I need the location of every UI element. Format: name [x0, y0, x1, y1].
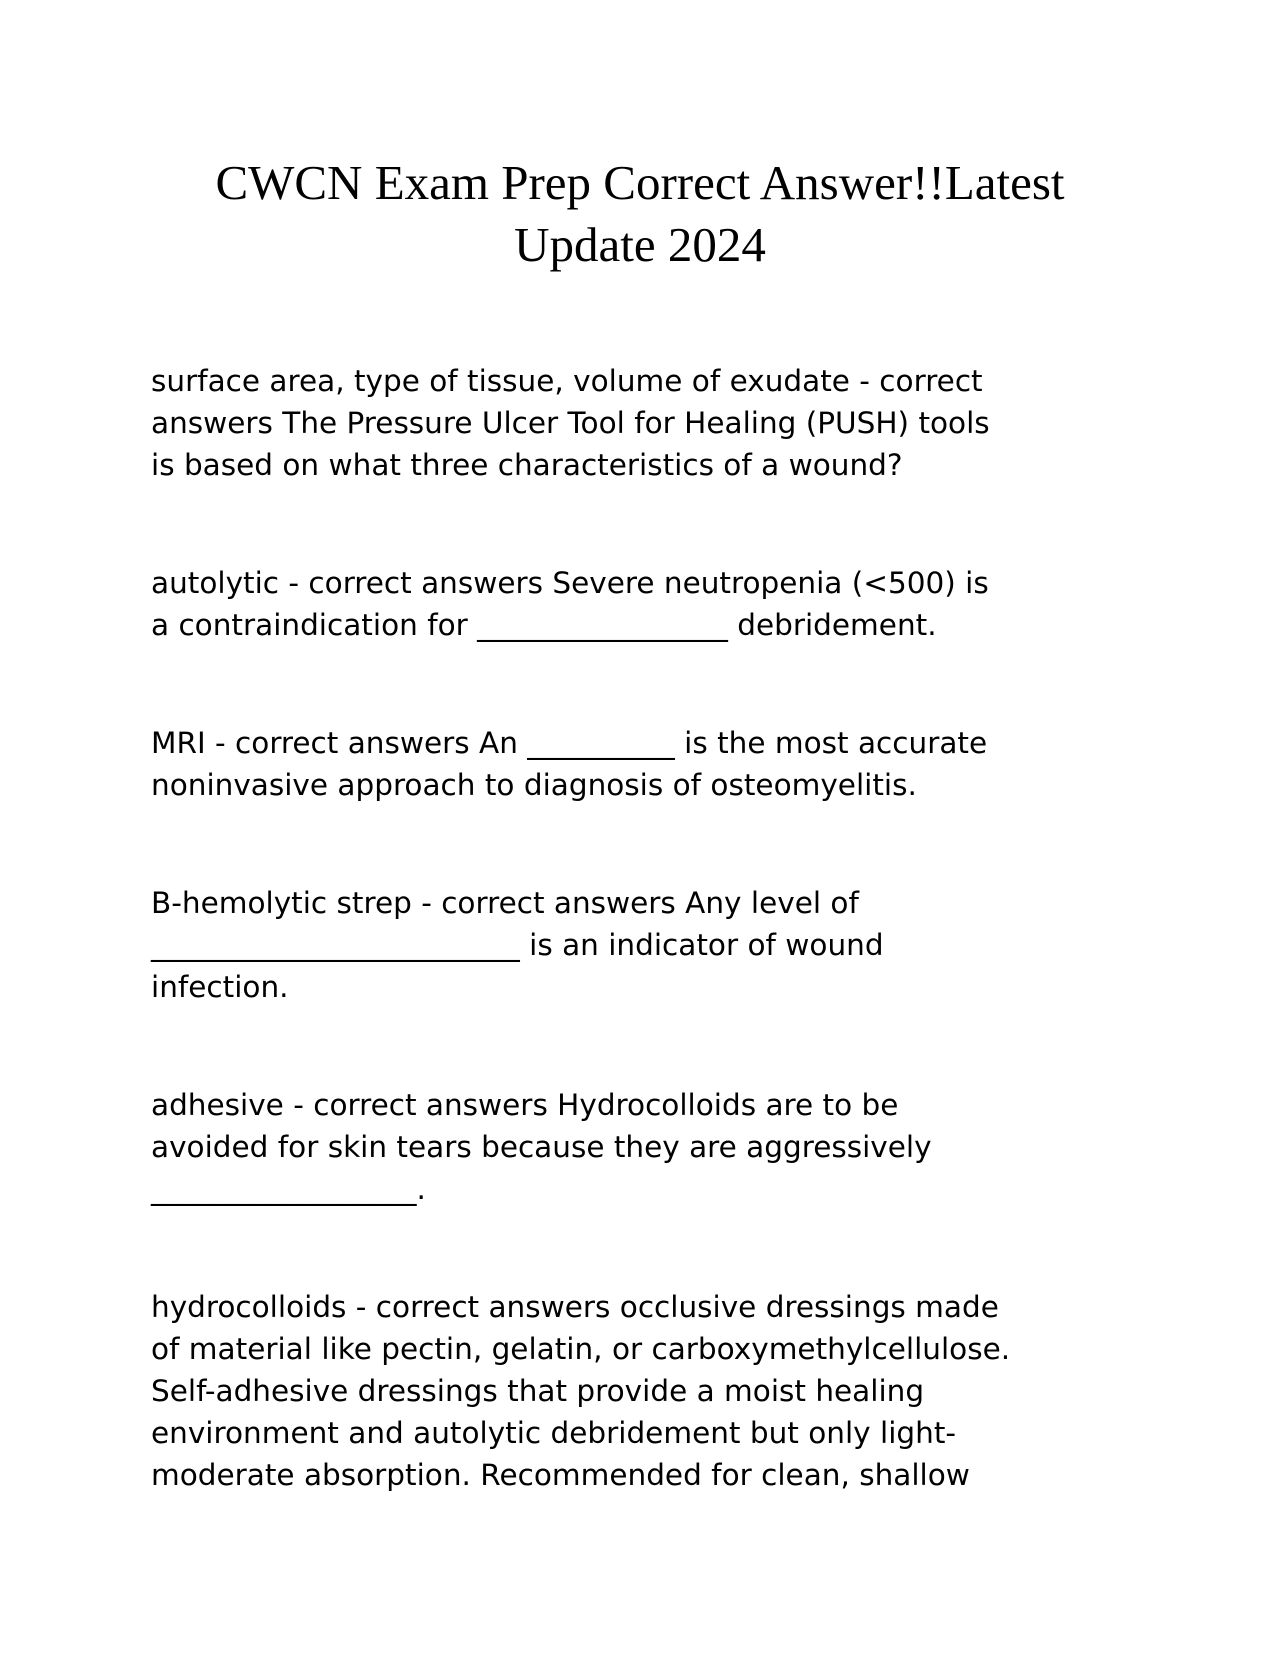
document-title: CWCN Exam Prep Correct Answer!!Latest Update 2024 [215, 155, 1065, 272]
qa-entry-adhesive: adhesive - correct answers Hydrocolloids are to be avoided for skin tears because they are aggressively __________________. [151, 1088, 932, 1206]
qa-entry-autolytic: autolytic - correct answers Severe neutropenia (<500) is a contraindication for _________________ debridement. [151, 566, 989, 642]
qa-entry-strep: B-hemolytic strep - correct answers Any level of _________________________ is an indicator of wound infection. [151, 886, 884, 1004]
qa-entry-push-tool: surface area, type of tissue, volume of exudate - correct answers The Pressure Ulcer Tool for Healing (PUSH) tools is based on what three characteristics of a wound? [151, 364, 990, 482]
qa-entry-hydrocolloids: hydrocolloids - correct answers occlusive dressings made of material like pectin, gelatin, or carboxymethylcellulose. Self-adhesive dressings that provide a moist healing environment and autolytic debridement but only light- moderate absorption. Recommended for clean, shallow [151, 1290, 1011, 1492]
qa-entry-mri: MRI - correct answers An __________ is the most accurate noninvasive approach to diagnosis of osteomyelitis. [151, 726, 988, 802]
